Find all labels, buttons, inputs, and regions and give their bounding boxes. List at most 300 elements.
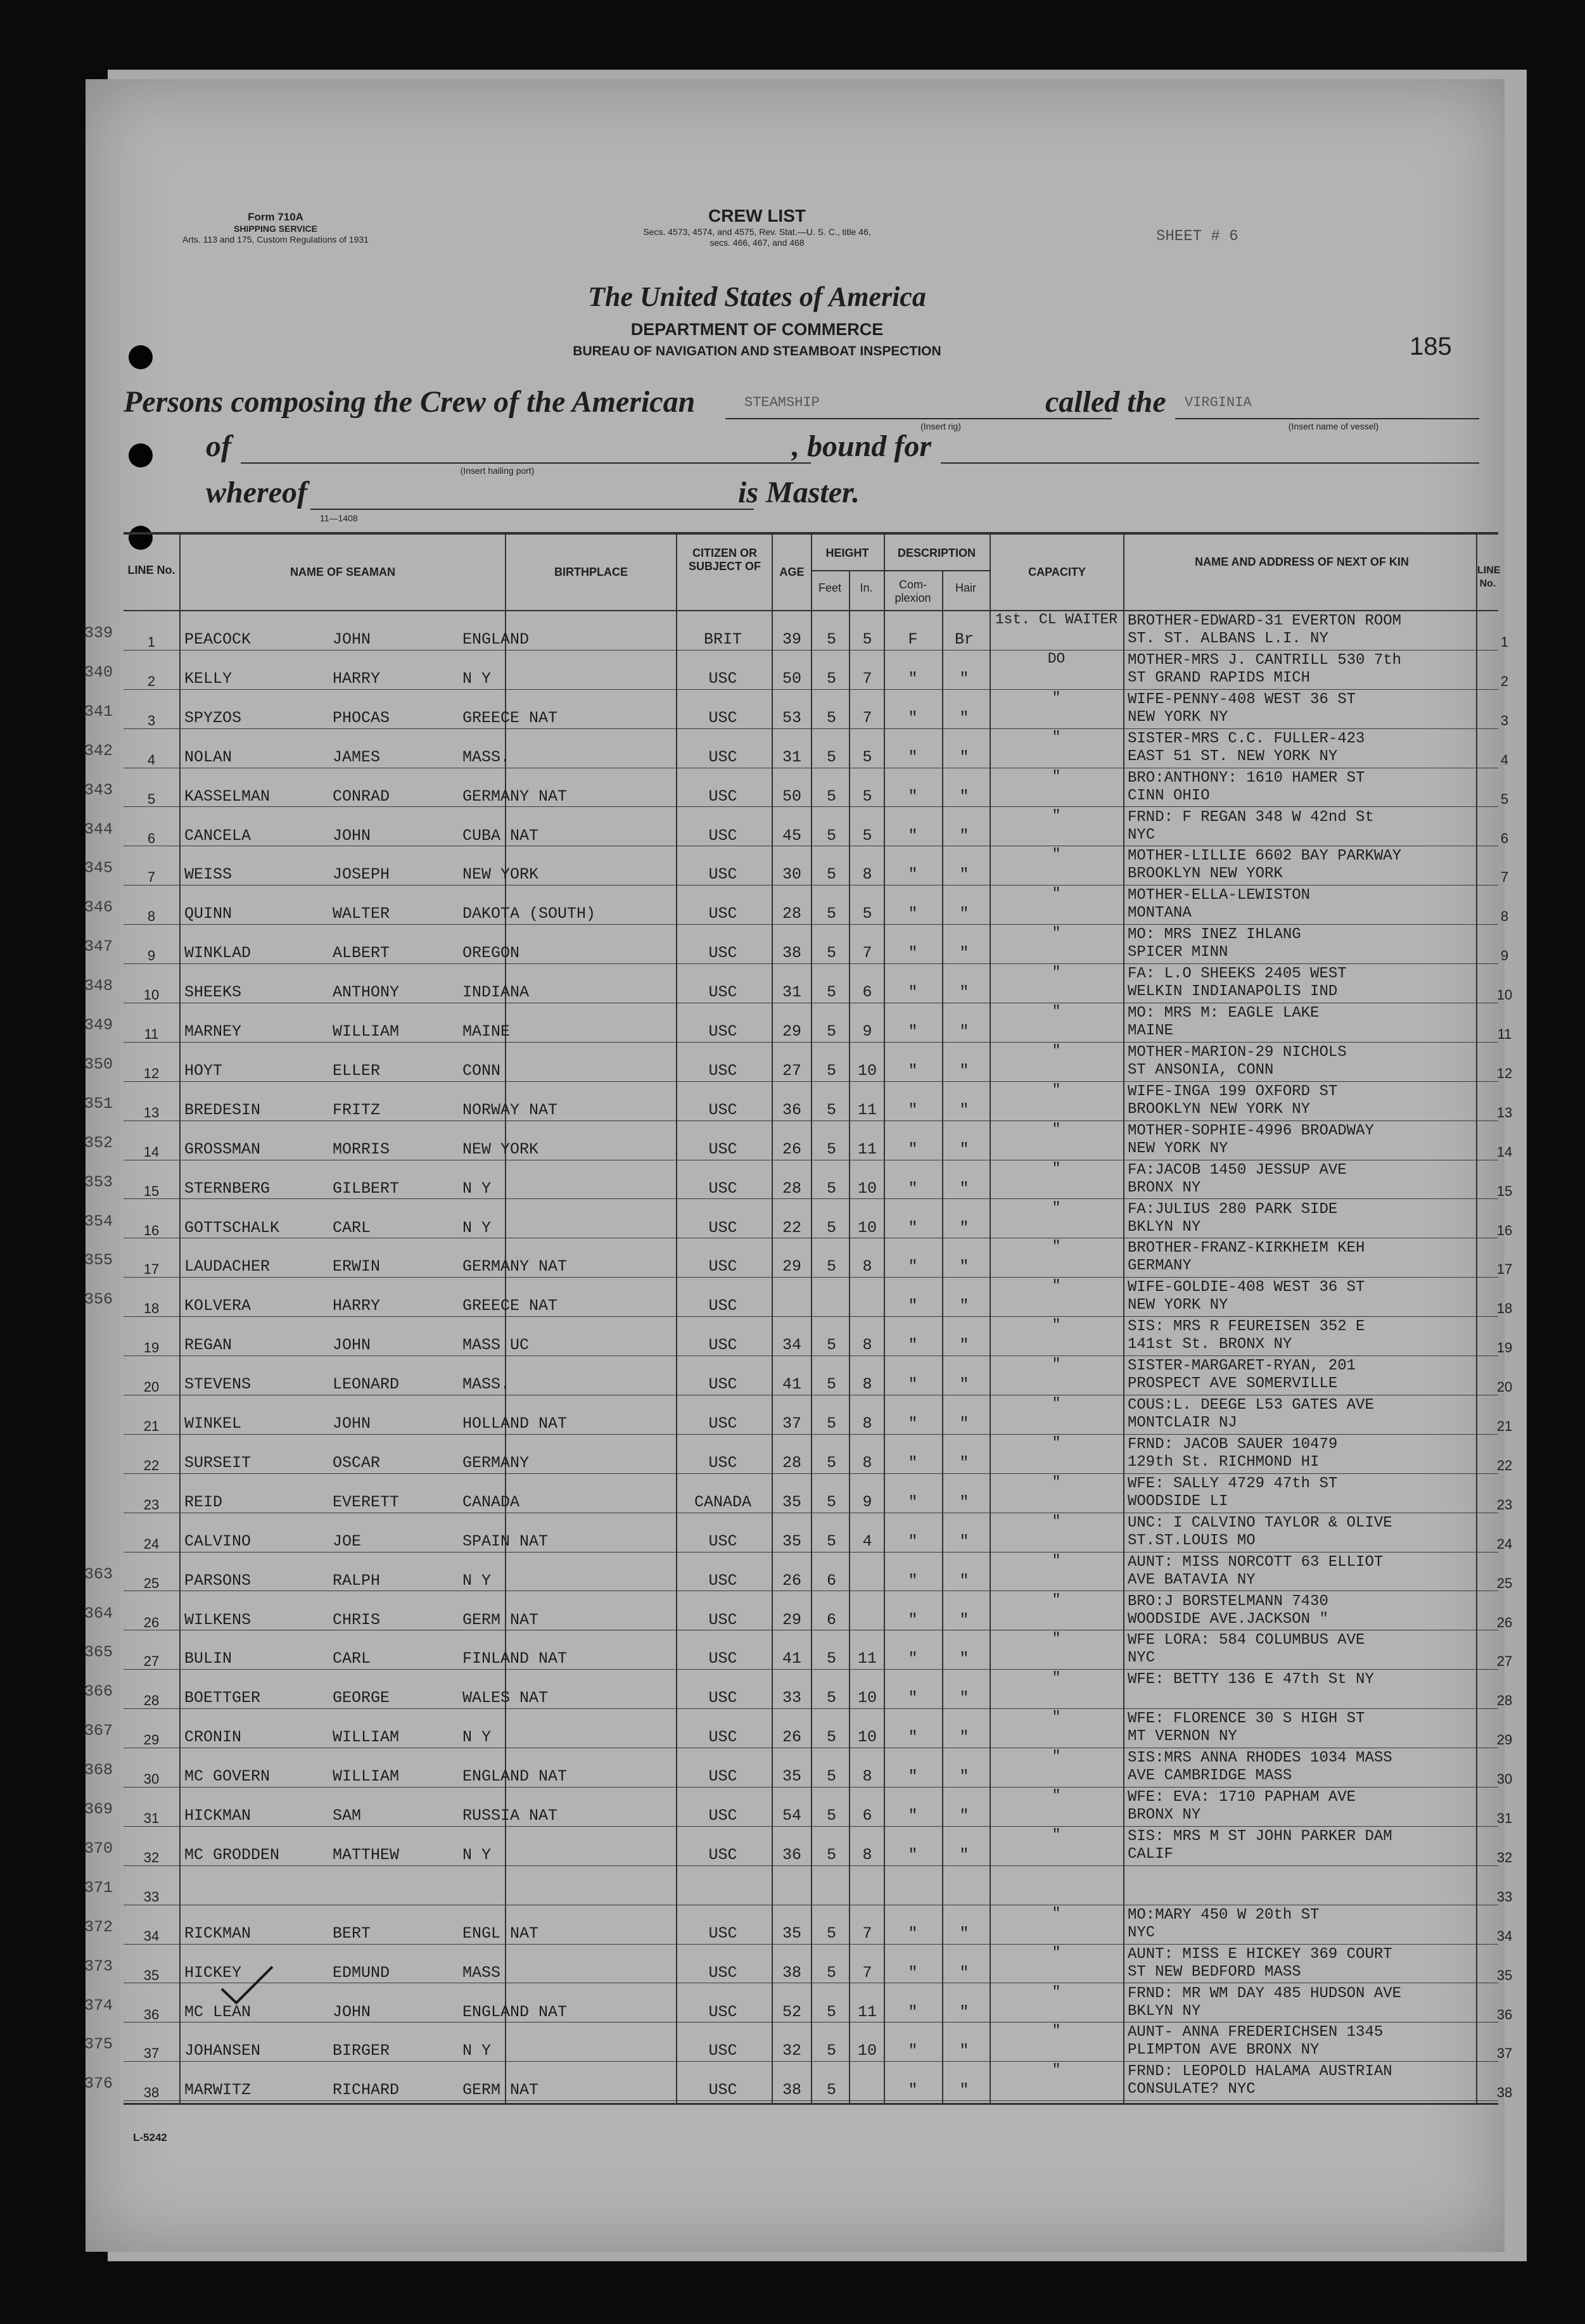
citizenship: USC (708, 1061, 737, 1080)
complexion: " (908, 747, 918, 766)
complexion: " (908, 669, 918, 688)
row-line-number: 28 (143, 1692, 160, 1709)
birthplace: GREECE NAT (462, 1297, 558, 1316)
height-feet: 5 (826, 983, 836, 1002)
row-line-number: 6 (147, 830, 156, 846)
margin-sequence-number: 353 (84, 1172, 113, 1191)
height-feet: 6 (826, 1571, 836, 1590)
age: 31 (782, 983, 801, 1002)
birthplace: ENGLAND NAT (462, 2002, 568, 2021)
seaman-last-name: WEISS (184, 865, 232, 884)
age: 52 (782, 2002, 801, 2021)
crew-row (84, 846, 1509, 886)
row-line-number-right: 18 (1496, 1300, 1513, 1317)
seaman-last-name: STEVENS (184, 1375, 251, 1394)
height-inches: 7 (862, 1924, 872, 1943)
margin-sequence-number: 350 (84, 1055, 113, 1074)
citizenship: USC (708, 1179, 737, 1198)
citizenship: USC (708, 1100, 737, 1119)
birthplace: N Y (462, 1218, 492, 1237)
birthplace: N Y (462, 1571, 492, 1590)
seaman-last-name: SURSEIT (184, 1453, 251, 1472)
next-of-kin-line-1: FA:JACOB 1450 JESSUP AVE (1128, 1161, 1347, 1179)
citizenship: USC (708, 1845, 737, 1864)
row-line-number-right: 28 (1496, 1692, 1513, 1709)
age: 22 (782, 1218, 801, 1237)
hair-color: " (959, 787, 969, 806)
citizenship: USC (708, 1728, 737, 1747)
capacity: " (1052, 1003, 1061, 1020)
margin-sequence-number: 366 (84, 1682, 113, 1701)
row-line-number-right: 23 (1496, 1496, 1513, 1513)
seaman-first-name: BIRGER (333, 2041, 390, 2060)
hair-color: Br (954, 630, 974, 649)
seaman-first-name: MATTHEW (333, 1845, 400, 1864)
capacity: " (1052, 1983, 1061, 2000)
height-inches: 6 (862, 1806, 872, 1825)
seaman-first-name: BERT (333, 1924, 371, 1943)
header-line-no: LINE No. (127, 564, 175, 576)
complexion: " (908, 1375, 918, 1394)
seaman-last-name: CRONIN (184, 1728, 242, 1747)
complexion: " (908, 826, 918, 845)
row-line-number-right: 35 (1496, 1967, 1513, 1983)
next-of-kin-line-2: WOODSIDE AVE.JACKSON " (1128, 1610, 1328, 1628)
capacity: " (1052, 964, 1061, 981)
age: 41 (782, 1375, 801, 1394)
next-of-kin-line-2: 141st St. BRONX NY (1128, 1336, 1292, 1354)
row-line-number-right: 15 (1496, 1183, 1513, 1199)
birthplace: NEW YORK (462, 1140, 539, 1159)
complexion: " (908, 2081, 918, 2100)
next-of-kin-line-1: MO: MRS M: EAGLE LAKE (1128, 1005, 1320, 1022)
hair-color: " (959, 1924, 969, 1943)
margin-sequence-number: 349 (84, 1016, 113, 1034)
next-of-kin-line-2: BROOKLYN NEW YORK NY (1128, 1100, 1311, 1118)
age: 28 (782, 1179, 801, 1198)
age: 35 (782, 1767, 801, 1786)
crew-row (84, 1199, 1513, 1239)
age: 29 (782, 1257, 801, 1276)
capacity: " (1052, 1238, 1061, 1255)
seaman-last-name: MC GOVERN (184, 1767, 271, 1786)
citizenship: USC (708, 905, 737, 924)
height-feet: 5 (826, 1453, 836, 1472)
form-number: Form 710A (248, 211, 303, 223)
height-inches: 10 (857, 1179, 877, 1198)
hair-color: " (959, 983, 969, 1002)
crew-row (124, 1473, 1513, 1513)
crew-row (84, 1983, 1513, 2023)
complexion: " (908, 708, 918, 727)
age: 53 (782, 708, 801, 727)
complexion: " (908, 787, 918, 806)
bureau-heading: BUREAU OF NAVIGATION AND STEAMBOAT INSPECTION (573, 344, 941, 359)
birthplace: GERM NAT (462, 2081, 539, 2100)
vessel-underline (1175, 418, 1479, 419)
age: 39 (782, 630, 801, 649)
age: 50 (782, 787, 801, 806)
height-inches: 10 (857, 1061, 877, 1080)
row-line-number-right: 34 (1496, 1927, 1513, 1944)
row-line-number-right: 21 (1496, 1418, 1513, 1434)
height-feet: 5 (826, 826, 836, 845)
height-inches: 5 (862, 826, 872, 845)
age: 54 (782, 1806, 801, 1825)
row-divider (124, 2100, 1498, 2101)
crew-row (84, 807, 1509, 847)
height-inches: 8 (862, 1414, 872, 1433)
crew-row (84, 925, 1509, 964)
complexion: " (908, 1100, 918, 1119)
crew-row (84, 1787, 1513, 1827)
next-of-kin-line-1: WFE: EVA: 1710 PAPHAM AVE (1128, 1789, 1356, 1806)
height-inches: 9 (862, 1022, 872, 1041)
of-label: of (206, 429, 231, 463)
citizenship: USC (708, 1924, 737, 1943)
seaman-first-name: LEONARD (333, 1375, 400, 1394)
birthplace: OREGON (462, 944, 520, 963)
next-of-kin-line-2: NEW YORK NY (1128, 1297, 1228, 1314)
margin-sequence-number: 348 (84, 977, 113, 996)
margin-sequence-number: 340 (84, 663, 113, 682)
birthplace: RUSSIA NAT (462, 1806, 558, 1825)
height-inches: 11 (857, 2002, 877, 2021)
citizenship: USC (708, 1257, 737, 1276)
next-of-kin-line-2: SPICER MINN (1128, 944, 1228, 962)
citizenship: USC (708, 1375, 737, 1394)
next-of-kin-line-2: BRONX NY (1128, 1179, 1201, 1197)
capacity: " (1052, 1473, 1061, 1490)
hair-color: " (959, 1179, 969, 1198)
citizenship: USC (708, 2041, 737, 2060)
next-of-kin-line-1: MOTHER-MRS J. CANTRILL 530 7th (1128, 651, 1402, 669)
capacity: " (1052, 1395, 1061, 1412)
complexion: " (908, 1297, 918, 1316)
row-line-number: 26 (143, 1614, 160, 1630)
height-feet: 5 (826, 630, 836, 649)
complexion: " (908, 1532, 918, 1551)
citizenship: USC (708, 2002, 737, 2021)
row-line-number: 5 (147, 791, 156, 807)
hair-color: " (959, 1806, 969, 1825)
row-line-number-right: 6 (1500, 830, 1509, 846)
next-of-kin-line-2: ST. ST. ALBANS L.I. NY (1128, 630, 1328, 647)
next-of-kin-line-1: WFE: FLORENCE 30 S HIGH ST (1128, 1710, 1365, 1728)
seaman-last-name: BOETTGER (184, 1689, 261, 1708)
birthplace: FINLAND NAT (462, 1649, 568, 1668)
birthplace: N Y (462, 1728, 492, 1747)
row-line-number-right: 24 (1496, 1535, 1513, 1552)
row-line-number: 22 (143, 1457, 160, 1473)
age: 26 (782, 1140, 801, 1159)
age: 38 (782, 1963, 801, 1982)
capacity: " (1052, 1434, 1061, 1451)
birthplace: GERMANY NAT (462, 787, 568, 806)
next-of-kin-line-2: NYC (1128, 1649, 1155, 1667)
capacity: " (1052, 1787, 1061, 1804)
capacity: " (1052, 846, 1061, 863)
row-line-number-right: 36 (1496, 2006, 1513, 2022)
seaman-last-name: CANCELA (184, 826, 251, 845)
height-inches: 11 (857, 1140, 877, 1159)
next-of-kin-line-1: FRND: F REGAN 348 W 42nd St (1128, 808, 1374, 826)
capacity: " (1052, 1356, 1061, 1373)
age: 30 (782, 865, 801, 884)
seaman-last-name: KOLVERA (184, 1297, 251, 1316)
statute-sections-2: secs. 466, 467, and 468 (710, 238, 805, 248)
margin-sequence-number: 367 (84, 1722, 113, 1741)
row-line-number: 20 (143, 1379, 160, 1395)
header-feet: Feet (818, 581, 842, 594)
seaman-first-name: JAMES (333, 747, 381, 766)
crew-row (84, 728, 1509, 768)
birthplace: CUBA NAT (462, 826, 539, 845)
height-feet: 5 (826, 1924, 836, 1943)
birthplace: MASS UC (462, 1336, 530, 1355)
age: 41 (782, 1649, 801, 1668)
next-of-kin-line-1: FA:JULIUS 280 PARK SIDE (1128, 1200, 1338, 1218)
header-inches: In. (860, 581, 873, 594)
crew-row (84, 1238, 1513, 1278)
crew-row (124, 1356, 1513, 1395)
birthplace: N Y (462, 1179, 492, 1198)
crew-row (84, 1826, 1513, 1866)
seaman-first-name: ERWIN (333, 1257, 381, 1276)
margin-sequence-number: 346 (84, 898, 113, 917)
crew-row (84, 1591, 1513, 1631)
next-of-kin-line-1: MOTHER-SOPHIE-4996 BROADWAY (1128, 1122, 1374, 1140)
age: 34 (782, 1336, 801, 1355)
capacity: " (1052, 1278, 1061, 1295)
margin-sequence-number: 364 (84, 1604, 113, 1623)
height-inches: 10 (857, 1689, 877, 1708)
row-line-number: 24 (143, 1535, 160, 1552)
seaman-last-name: MC GRODDEN (184, 1845, 280, 1864)
height-feet: 5 (826, 1728, 836, 1747)
row-line-number: 25 (143, 1575, 160, 1591)
citizenship: USC (708, 747, 737, 766)
complexion: " (908, 1414, 918, 1433)
margin-sequence-number: 351 (84, 1094, 113, 1113)
capacity: " (1052, 886, 1061, 903)
hair-color: " (959, 747, 969, 766)
crew-row (84, 1866, 1513, 1905)
seaman-first-name: ALBERT (333, 944, 390, 963)
age: 29 (782, 1610, 801, 1629)
complexion: " (908, 1767, 918, 1786)
capacity: " (1052, 2022, 1061, 2040)
seaman-first-name: CARL (333, 1218, 371, 1237)
next-of-kin-line-2: ST NEW BEDFORD MASS (1128, 1963, 1301, 1981)
height-subheader-line (811, 570, 884, 571)
complexion: " (908, 2002, 918, 2021)
header-hair: Hair (955, 581, 976, 594)
height-inches: 8 (862, 1453, 872, 1472)
margin-sequence-number: 365 (84, 1643, 113, 1662)
row-line-number-right: 27 (1496, 1653, 1513, 1670)
insert-vessel-hint: (Insert name of vessel) (1288, 421, 1379, 431)
seaman-first-name: GILBERT (333, 1179, 400, 1198)
row-line-number: 11 (144, 1026, 159, 1042)
header-birthplace: BIRTHPLACE (554, 566, 628, 578)
height-inches: 7 (862, 944, 872, 963)
capacity: " (1052, 1042, 1061, 1059)
seaman-last-name: JOHANSEN (184, 2041, 261, 2060)
birthplace: GERMANY NAT (462, 1257, 568, 1276)
department-heading: DEPARTMENT OF COMMERCE (630, 320, 884, 339)
citizenship: USC (708, 1532, 737, 1551)
birthplace: MASS. (462, 747, 511, 766)
row-line-number: 7 (147, 869, 156, 886)
whereof-label: whereof (206, 476, 307, 509)
row-line-number-right: 37 (1496, 2045, 1513, 2062)
crew-row (84, 886, 1509, 925)
row-line-number-right: 3 (1500, 712, 1509, 728)
capacity: " (1052, 1630, 1061, 1648)
hair-color: " (959, 1492, 969, 1511)
capacity: " (1052, 1670, 1061, 1687)
birthplace: GERM NAT (462, 1610, 539, 1629)
row-line-number: 4 (147, 751, 156, 768)
height-feet: 6 (826, 1610, 836, 1629)
next-of-kin-line-2: MAINE (1128, 1022, 1174, 1039)
next-of-kin-line-2: BKLYN NY (1128, 1218, 1201, 1236)
seaman-last-name: WILKENS (184, 1610, 251, 1629)
seaman-last-name: SHEEKS (184, 983, 242, 1002)
row-line-number: 12 (143, 1065, 160, 1081)
seaman-last-name: MC LEAN (184, 2002, 251, 2021)
next-of-kin-line-1: AUNT: MISS E HICKEY 369 COURT (1128, 1945, 1392, 1963)
height-feet: 5 (826, 2081, 836, 2100)
row-line-number-right: 14 (1496, 1143, 1513, 1160)
row-line-number-right: 31 (1496, 1810, 1513, 1826)
crew-row (84, 1278, 1513, 1317)
complexion: " (908, 1492, 918, 1511)
age: 32 (782, 2041, 801, 2060)
height-inches: 5 (862, 630, 872, 649)
row-line-number-right: 7 (1500, 869, 1509, 886)
margin-sequence-number: 356 (84, 1290, 113, 1309)
crew-row (124, 1434, 1513, 1474)
age: 26 (782, 1728, 801, 1747)
articles-reference: Arts. 113 and 175, Custom Regulations of 1931 (182, 234, 369, 244)
height-feet: 5 (826, 1218, 836, 1237)
next-of-kin-line-2: AVE BATAVIA NY (1128, 1571, 1256, 1589)
citizenship: BRIT (703, 630, 742, 649)
row-line-number-right: 38 (1496, 2085, 1513, 2101)
capacity: " (1052, 1121, 1061, 1138)
next-of-kin-line-2: MONTCLAIR NJ (1128, 1414, 1237, 1432)
row-line-number: 29 (143, 1732, 160, 1748)
crew-row (84, 1552, 1513, 1592)
next-of-kin-line-1: MO: MRS INEZ IHLANG (1128, 926, 1301, 944)
birthplace: N Y (462, 669, 492, 688)
height-feet: 5 (826, 1532, 836, 1551)
crew-row (84, 689, 1509, 729)
complexion: " (908, 1571, 918, 1590)
complexion: " (908, 983, 918, 1002)
age: 33 (782, 1689, 801, 1708)
master-underline (310, 509, 754, 510)
row-line-number-right: 1 (1500, 634, 1509, 650)
seaman-first-name: HARRY (333, 669, 381, 688)
row-line-number: 8 (147, 908, 156, 925)
seaman-first-name: ELLER (333, 1061, 381, 1080)
row-line-number-right: 2 (1500, 673, 1509, 689)
row-line-number: 31 (143, 1810, 160, 1826)
crew-row (84, 1905, 1513, 1945)
row-line-number: 32 (143, 1849, 160, 1865)
crew-row (84, 1748, 1513, 1787)
complexion: " (908, 1728, 918, 1747)
seaman-last-name: SPYZOS (184, 708, 242, 727)
margin-sequence-number: 369 (84, 1800, 113, 1819)
row-line-number: 21 (143, 1418, 160, 1434)
row-line-number: 10 (143, 987, 160, 1003)
crew-row (124, 1395, 1513, 1435)
row-line-number-right: 26 (1496, 1614, 1513, 1630)
crew-row (84, 650, 1509, 690)
seaman-first-name: MORRIS (333, 1140, 390, 1159)
citizenship: USC (708, 708, 737, 727)
hair-color: " (959, 1100, 969, 1119)
citizenship: USC (708, 1218, 737, 1237)
birthplace: ENGL NAT (462, 1924, 539, 1943)
hair-color: " (959, 708, 969, 727)
age: 35 (782, 1492, 801, 1511)
hair-color: " (959, 2002, 969, 2021)
row-line-number-right: 10 (1496, 987, 1513, 1003)
height-feet: 5 (826, 2041, 836, 2060)
capacity: " (1052, 1081, 1061, 1098)
height-inches: 7 (862, 669, 872, 688)
header-complexion: Com- plexion (894, 578, 931, 604)
birthplace: ENGLAND NAT (462, 1767, 568, 1786)
seaman-first-name: GEORGE (333, 1689, 390, 1708)
height-inches: 10 (857, 1218, 877, 1237)
height-feet: 5 (826, 1414, 836, 1433)
complexion: " (908, 1061, 918, 1080)
table-bottom-border (124, 2103, 1498, 2105)
height-inches: 10 (857, 1728, 877, 1747)
next-of-kin-line-1: MO:MARY 450 W 20th ST (1128, 1906, 1320, 1924)
height-feet: 5 (826, 1061, 836, 1080)
next-of-kin-line-1: AUNT: MISS NORCOTT 63 ELLIOT (1128, 1553, 1384, 1571)
row-line-number: 18 (143, 1300, 160, 1317)
birthplace: CONN (462, 1061, 501, 1080)
insert-rig-hint: (Insert rig) (920, 421, 961, 431)
next-of-kin-line-2: PROSPECT AVE SOMERVILLE (1128, 1375, 1338, 1393)
birthplace: NORWAY NAT (462, 1100, 558, 1119)
seaman-first-name: WALTER (333, 905, 390, 924)
complexion: F (908, 630, 918, 649)
height-feet: 5 (826, 1492, 836, 1511)
birthplace: NEW YORK (462, 865, 539, 884)
margin-sequence-number: 370 (84, 1839, 113, 1858)
crew-row (84, 1709, 1513, 1748)
header-height: HEIGHT (825, 547, 869, 559)
birthplace: CANADA (462, 1492, 520, 1511)
row-line-number-right: 32 (1496, 1849, 1513, 1865)
row-line-number: 14 (143, 1143, 160, 1160)
seaman-last-name: RICKMAN (184, 1924, 251, 1943)
crew-row (84, 1042, 1513, 1082)
height-inches: 11 (857, 1100, 877, 1119)
citizenship: USC (708, 1767, 737, 1786)
crew-row (84, 964, 1513, 1003)
crew-row (84, 1003, 1512, 1043)
